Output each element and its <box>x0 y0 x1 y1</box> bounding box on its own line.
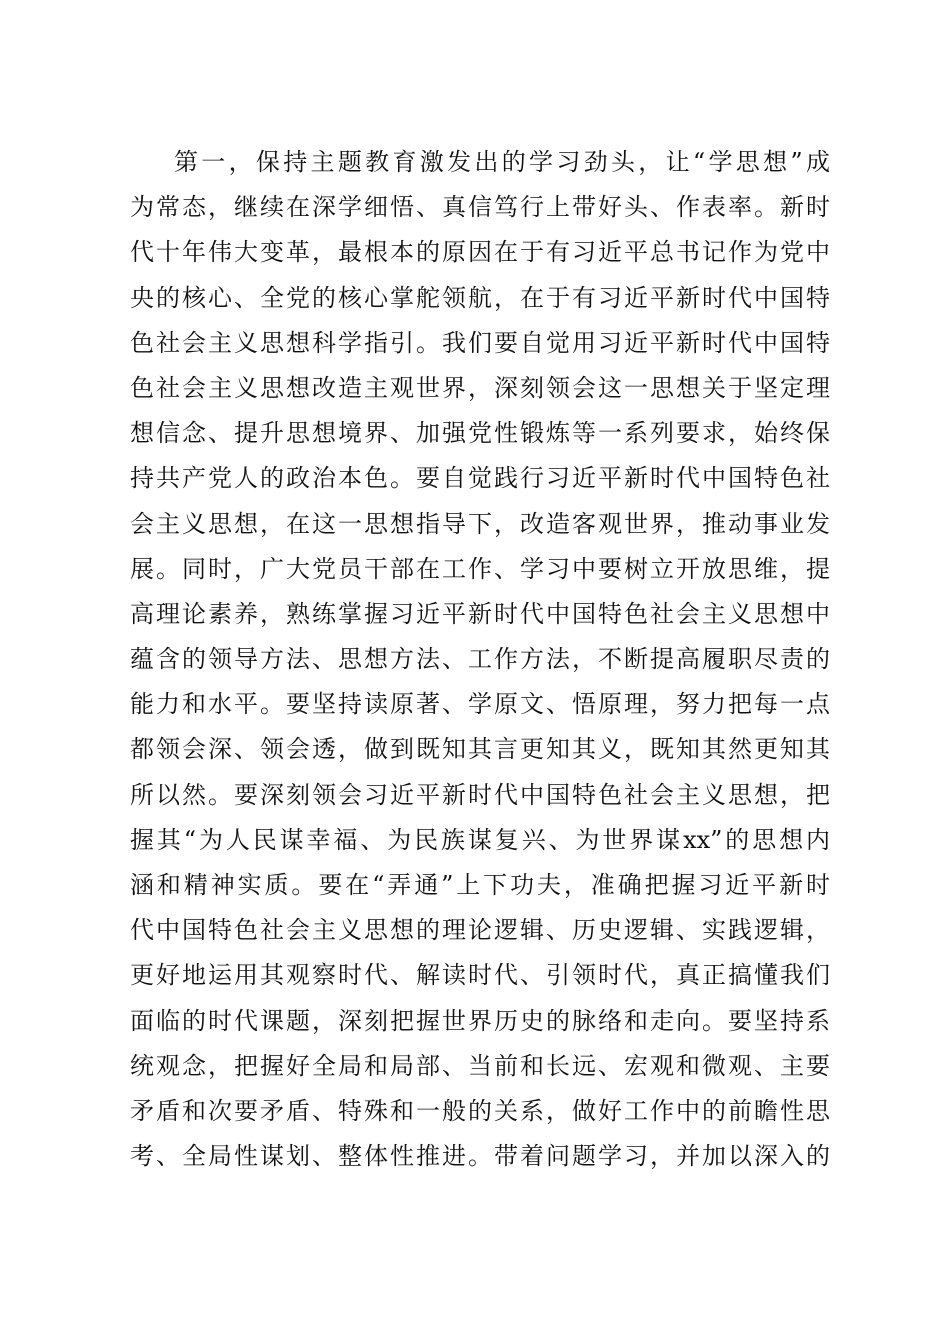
paragraph-line-21: 统观念，把握好全局和局部、当前和长远、宏观和微观、主要 <box>130 1051 830 1080</box>
paragraph-line-6: 色社会主义思想改造主观世界，深刻领会这一思想关于坚定理 <box>130 373 830 402</box>
paragraph-line-11: 高理论素养，熟练掌握习近平新时代中国特色社会主义思想中 <box>130 599 830 628</box>
paragraph-line-13: 能力和水平。要坚持读原著、学原文、悟原理，努力把每一点 <box>130 690 830 719</box>
paragraph-line-15: 所以然。要深刻领会习近平新时代中国特色社会主义思想，把 <box>130 780 830 809</box>
paragraph-line-9: 会主义思想，在这一思想指导下，改造客观世界，推动事业发 <box>130 509 830 538</box>
paragraph-line-8: 持共产党人的政治本色。要自觉践行习近平新时代中国特色社 <box>130 464 830 493</box>
paragraph-line-10: 展。同时，广大党员干部在工作、学习中要树立开放思维，提 <box>130 554 830 583</box>
paragraph-line-16: 握其“为人民谋幸福、为民族谋复兴、为世界谋xx”的思想内 <box>130 825 830 854</box>
paragraph-line-4: 央的核心、全党的核心掌舵领航，在于有习近平新时代中国特 <box>130 283 830 312</box>
paragraph-line-23: 考、全局性谋划、整体性推进。带着问题学习，并加以深入的 <box>130 1142 830 1171</box>
paragraph-line-12: 蕴含的领导方法、思想方法、工作方法，不断提高履职尽责的 <box>130 645 830 674</box>
paragraph-line-14: 都领会深、领会透，做到既知其言更知其义，既知其然更知其 <box>130 735 830 764</box>
body-paragraph <box>130 140 830 1179</box>
paragraph-line-17: 涵和精神实质。要在“弄通”上下功夫，准确把握习近平新时 <box>130 871 830 899</box>
paragraph-line-5: 色社会主义思想科学指引。我们要自觉用习近平新时代中国特 <box>130 328 830 357</box>
paragraph-line-22: 矛盾和次要矛盾、特殊和一般的关系，做好工作中的前瞻性思 <box>130 1096 830 1125</box>
paragraph-line-3: 代十年伟大变革，最根本的原因在于有习近平总书记作为党中 <box>130 238 830 267</box>
paragraph-line-7: 想信念、提升思想境界、加强党性锻炼等一系列要求，始终保 <box>130 419 830 448</box>
paragraph-line-2: 为常态，继续在深学细悟、真信笃行上带好头、作表率。新时 <box>130 193 830 222</box>
paragraph-line-19: 更好地运用其观察时代、解读时代、引领时代，真正搞懂我们 <box>130 961 830 990</box>
paragraph-line-18: 代中国特色社会主义思想的理论逻辑、历史逻辑、实践逻辑， <box>130 916 830 945</box>
paragraph-line-20: 面临的时代课题，深刻把握世界历史的脉络和走向。要坚持系 <box>130 1006 830 1035</box>
paragraph-line-1: 第一，保持主题教育激发出的学习劲头，让“学思想”成 <box>174 148 830 176</box>
